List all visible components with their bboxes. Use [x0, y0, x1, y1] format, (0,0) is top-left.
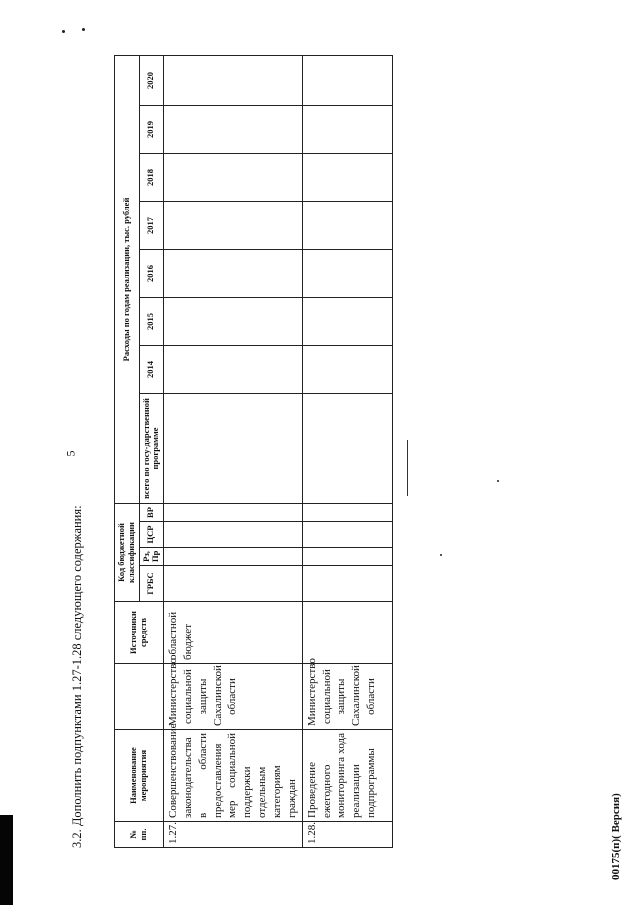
col-expenses-header: Расходы по годам реализации, тыс. рублей [115, 55, 140, 503]
col-year-header: 2014 [139, 346, 164, 394]
rotated-content [70, 58, 378, 848]
col-year-header: 2019 [139, 106, 164, 154]
row-number: 1.28. [302, 822, 392, 848]
scan-line [407, 440, 408, 496]
col-year-header: 2020 [139, 55, 164, 105]
scan-speck [440, 554, 442, 556]
row-number: 1.27. [164, 822, 303, 848]
empty-cell [302, 566, 392, 602]
program-table [114, 55, 393, 848]
table-row [164, 55, 303, 847]
empty-cell [164, 55, 303, 105]
empty-cell [164, 522, 303, 548]
empty-cell [164, 298, 303, 346]
empty-cell [164, 202, 303, 250]
col-year-header: 2018 [139, 154, 164, 202]
row-source: областной бюджет [164, 602, 303, 664]
scan-edge-bar [0, 815, 13, 905]
empty-cell [164, 394, 303, 504]
col-csr-header: ЦСР [139, 522, 164, 548]
empty-cell [302, 106, 392, 154]
col-source-header: Источники средств [115, 602, 164, 664]
empty-cell [302, 504, 392, 522]
empty-cell [302, 55, 392, 105]
empty-cell [164, 504, 303, 522]
empty-cell [302, 154, 392, 202]
row-name: Совершенствование законодательства в области предоставления мер социальной поддержки отдельным категориям граждан [164, 730, 303, 822]
empty-cell [164, 106, 303, 154]
empty-cell [164, 566, 303, 602]
col-budget-code-header: Код бюджетной классификации [115, 504, 140, 602]
empty-cell [302, 394, 392, 504]
col-num-header: № пп. [115, 822, 164, 848]
col-rzpr-header: Рз, Пр [139, 548, 164, 566]
col-grbs-header: ГРБС [139, 566, 164, 602]
row-name: Проведение ежегодного мониторинга хода реализации подпрограммы [302, 730, 392, 822]
col-year-header: 2015 [139, 298, 164, 346]
row-source [302, 602, 392, 664]
col-year-header: 2016 [139, 250, 164, 298]
scan-speck [82, 28, 85, 31]
empty-cell [302, 298, 392, 346]
col-year-header: 2017 [139, 202, 164, 250]
col-executor-header [115, 664, 164, 730]
col-vr-header: ВР [139, 504, 164, 522]
document-footer: 00175(п)( Версия) [610, 793, 622, 880]
empty-cell [302, 548, 392, 566]
empty-cell [164, 346, 303, 394]
empty-cell [302, 346, 392, 394]
page-number: 5 [63, 450, 78, 457]
section-caption: 3.2. Дополнить подпунктами 1.27-1.28 следующего содержания: [70, 505, 84, 848]
table-row [302, 55, 392, 847]
empty-cell [302, 250, 392, 298]
col-total-header: всего по госу-дарственной программе [139, 394, 164, 504]
empty-cell [302, 522, 392, 548]
empty-cell [164, 154, 303, 202]
col-name-header: Наименование мероприятия [115, 730, 164, 822]
empty-cell [164, 548, 303, 566]
empty-cell [302, 202, 392, 250]
scan-speck [497, 480, 499, 482]
header-row-1 [115, 55, 140, 847]
row-executor: Министерство социальной защиты Сахалинской области [302, 664, 392, 730]
row-executor: Министерство социальной защиты Сахалинской области [164, 664, 303, 730]
scan-speck [62, 30, 65, 33]
empty-cell [164, 250, 303, 298]
